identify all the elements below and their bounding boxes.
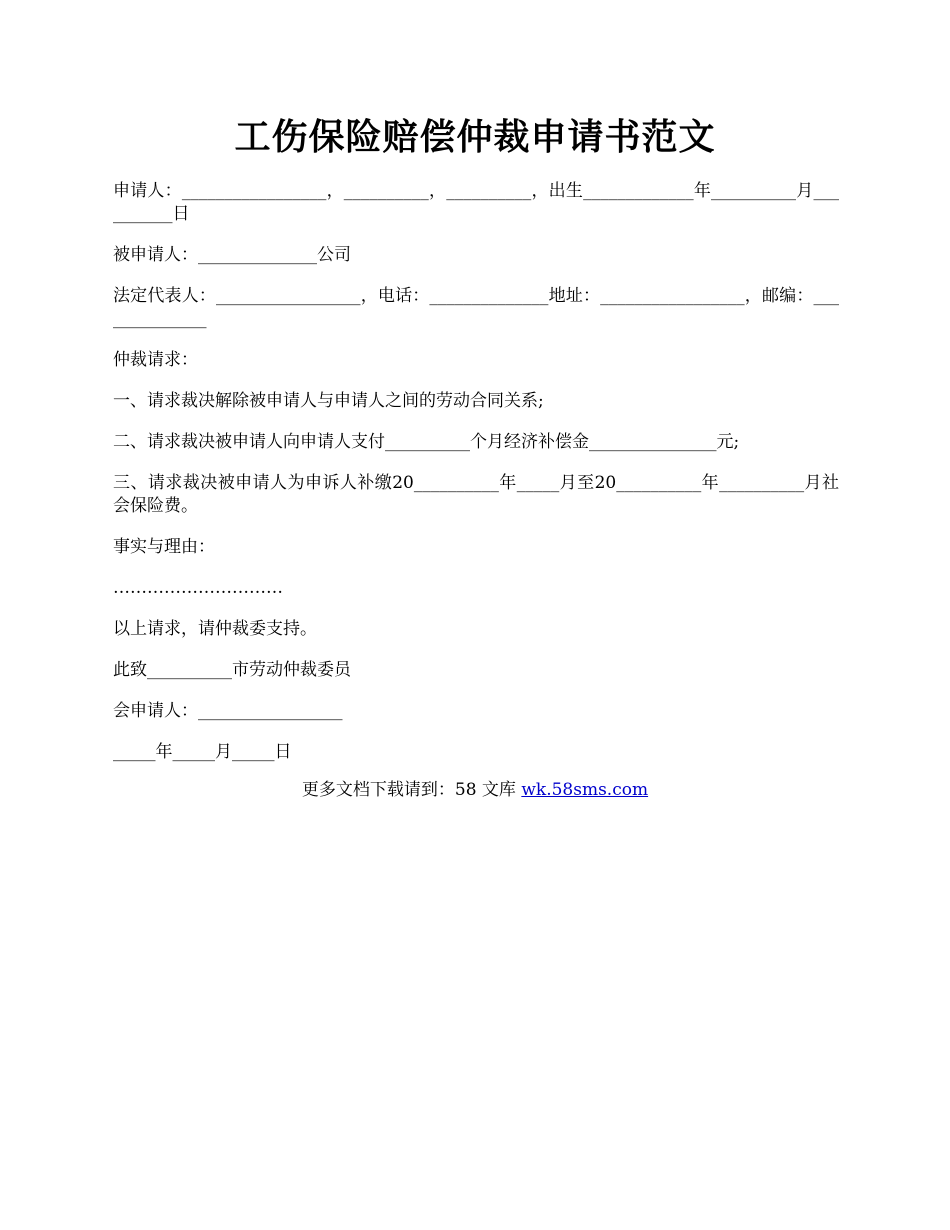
footer [0,779,950,802]
arbitration-request-heading: 仲裁请求： [113,350,198,370]
applicant-line: 申请人：_________________，__________，__________，出生_____________年__________月__________日 [113,181,839,224]
document-body [113,180,839,782]
facts-and-reasons-heading: 事实与理由： [113,537,215,557]
legal-representative-line: 法定代表人：_________________，电话：______________地址：_________________，邮编：______________ [113,286,839,329]
footer-text: 更多文档下载请到：58 文库 [301,780,522,800]
addressee-line: 此致__________市劳动仲裁委员 [113,660,351,680]
request-item-1: 一、请求裁决解除被申请人与申请人之间的劳动合同关系; [113,391,544,411]
request-item-3: 三、请求裁决被申请人为申诉人补缴20__________年_____月至20__________年__________月社会保险费。 [113,473,839,516]
ellipsis-line: ………………………… [113,578,283,598]
document-title: 工伤保险赔偿仲裁申请书范文 [234,116,716,158]
footer-link[interactable]: wk.58sms.com [521,780,649,800]
signature-line: 会申请人：_________________ [113,701,343,721]
request-item-2: 二、请求裁决被申请人向申请人支付__________个月经济补偿金_______________元; [113,432,740,452]
date-line: _____年_____月_____日 [113,742,292,762]
request-support-line: 以上请求，请仲裁委支持。 [113,619,317,639]
respondent-line: 被申请人：______________公司 [113,245,351,265]
